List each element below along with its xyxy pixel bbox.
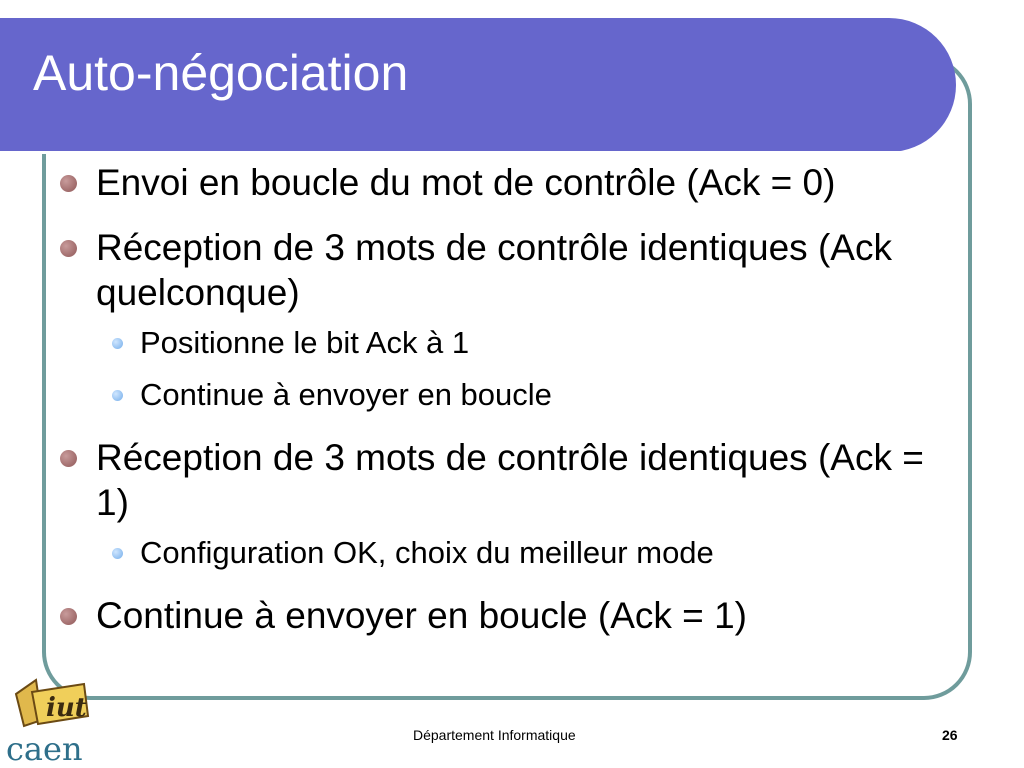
sub-bullet-dot-icon: [112, 338, 123, 349]
sub-bullet-text: Configuration OK, choix du meilleur mode: [140, 535, 714, 570]
page-number: 26: [942, 727, 958, 743]
bullet-dot-icon: [60, 240, 77, 257]
sub-bullet-item: [60, 533, 940, 573]
bullet-dot-icon: [60, 608, 77, 625]
footer-department: Département Informatique: [413, 727, 576, 743]
sub-bullet-item: [60, 375, 940, 415]
bullet-item: [60, 225, 940, 315]
bullet-item: [60, 160, 940, 205]
title-underline: [0, 151, 905, 154]
sub-bullet-item: [60, 323, 940, 363]
logo-iut-text: iut: [46, 693, 87, 723]
bullet-item: [60, 435, 940, 525]
sub-bullet-text: Positionne le bit Ack à 1: [140, 325, 470, 360]
bullet-text: Réception de 3 mots de contrôle identiques (Ack = 1): [96, 437, 924, 523]
bullet-text: Réception de 3 mots de contrôle identiques (Ack quelconque): [96, 227, 892, 313]
iut-caen-logo: [2, 676, 98, 766]
slide-title: Auto-négociation: [33, 45, 409, 101]
bullet-dot-icon: [60, 175, 77, 192]
sub-bullet-dot-icon: [112, 548, 123, 559]
sub-bullet-dot-icon: [112, 390, 123, 401]
slide-content: [60, 160, 940, 658]
bullet-item: [60, 593, 940, 638]
bullet-text: Envoi en boucle du mot de contrôle (Ack = 0): [96, 162, 836, 203]
logo-caen-text: caen: [6, 730, 83, 766]
bullet-text: Continue à envoyer en boucle (Ack = 1): [96, 595, 747, 636]
bullet-dot-icon: [60, 450, 77, 467]
sub-bullet-text: Continue à envoyer en boucle: [140, 377, 552, 412]
